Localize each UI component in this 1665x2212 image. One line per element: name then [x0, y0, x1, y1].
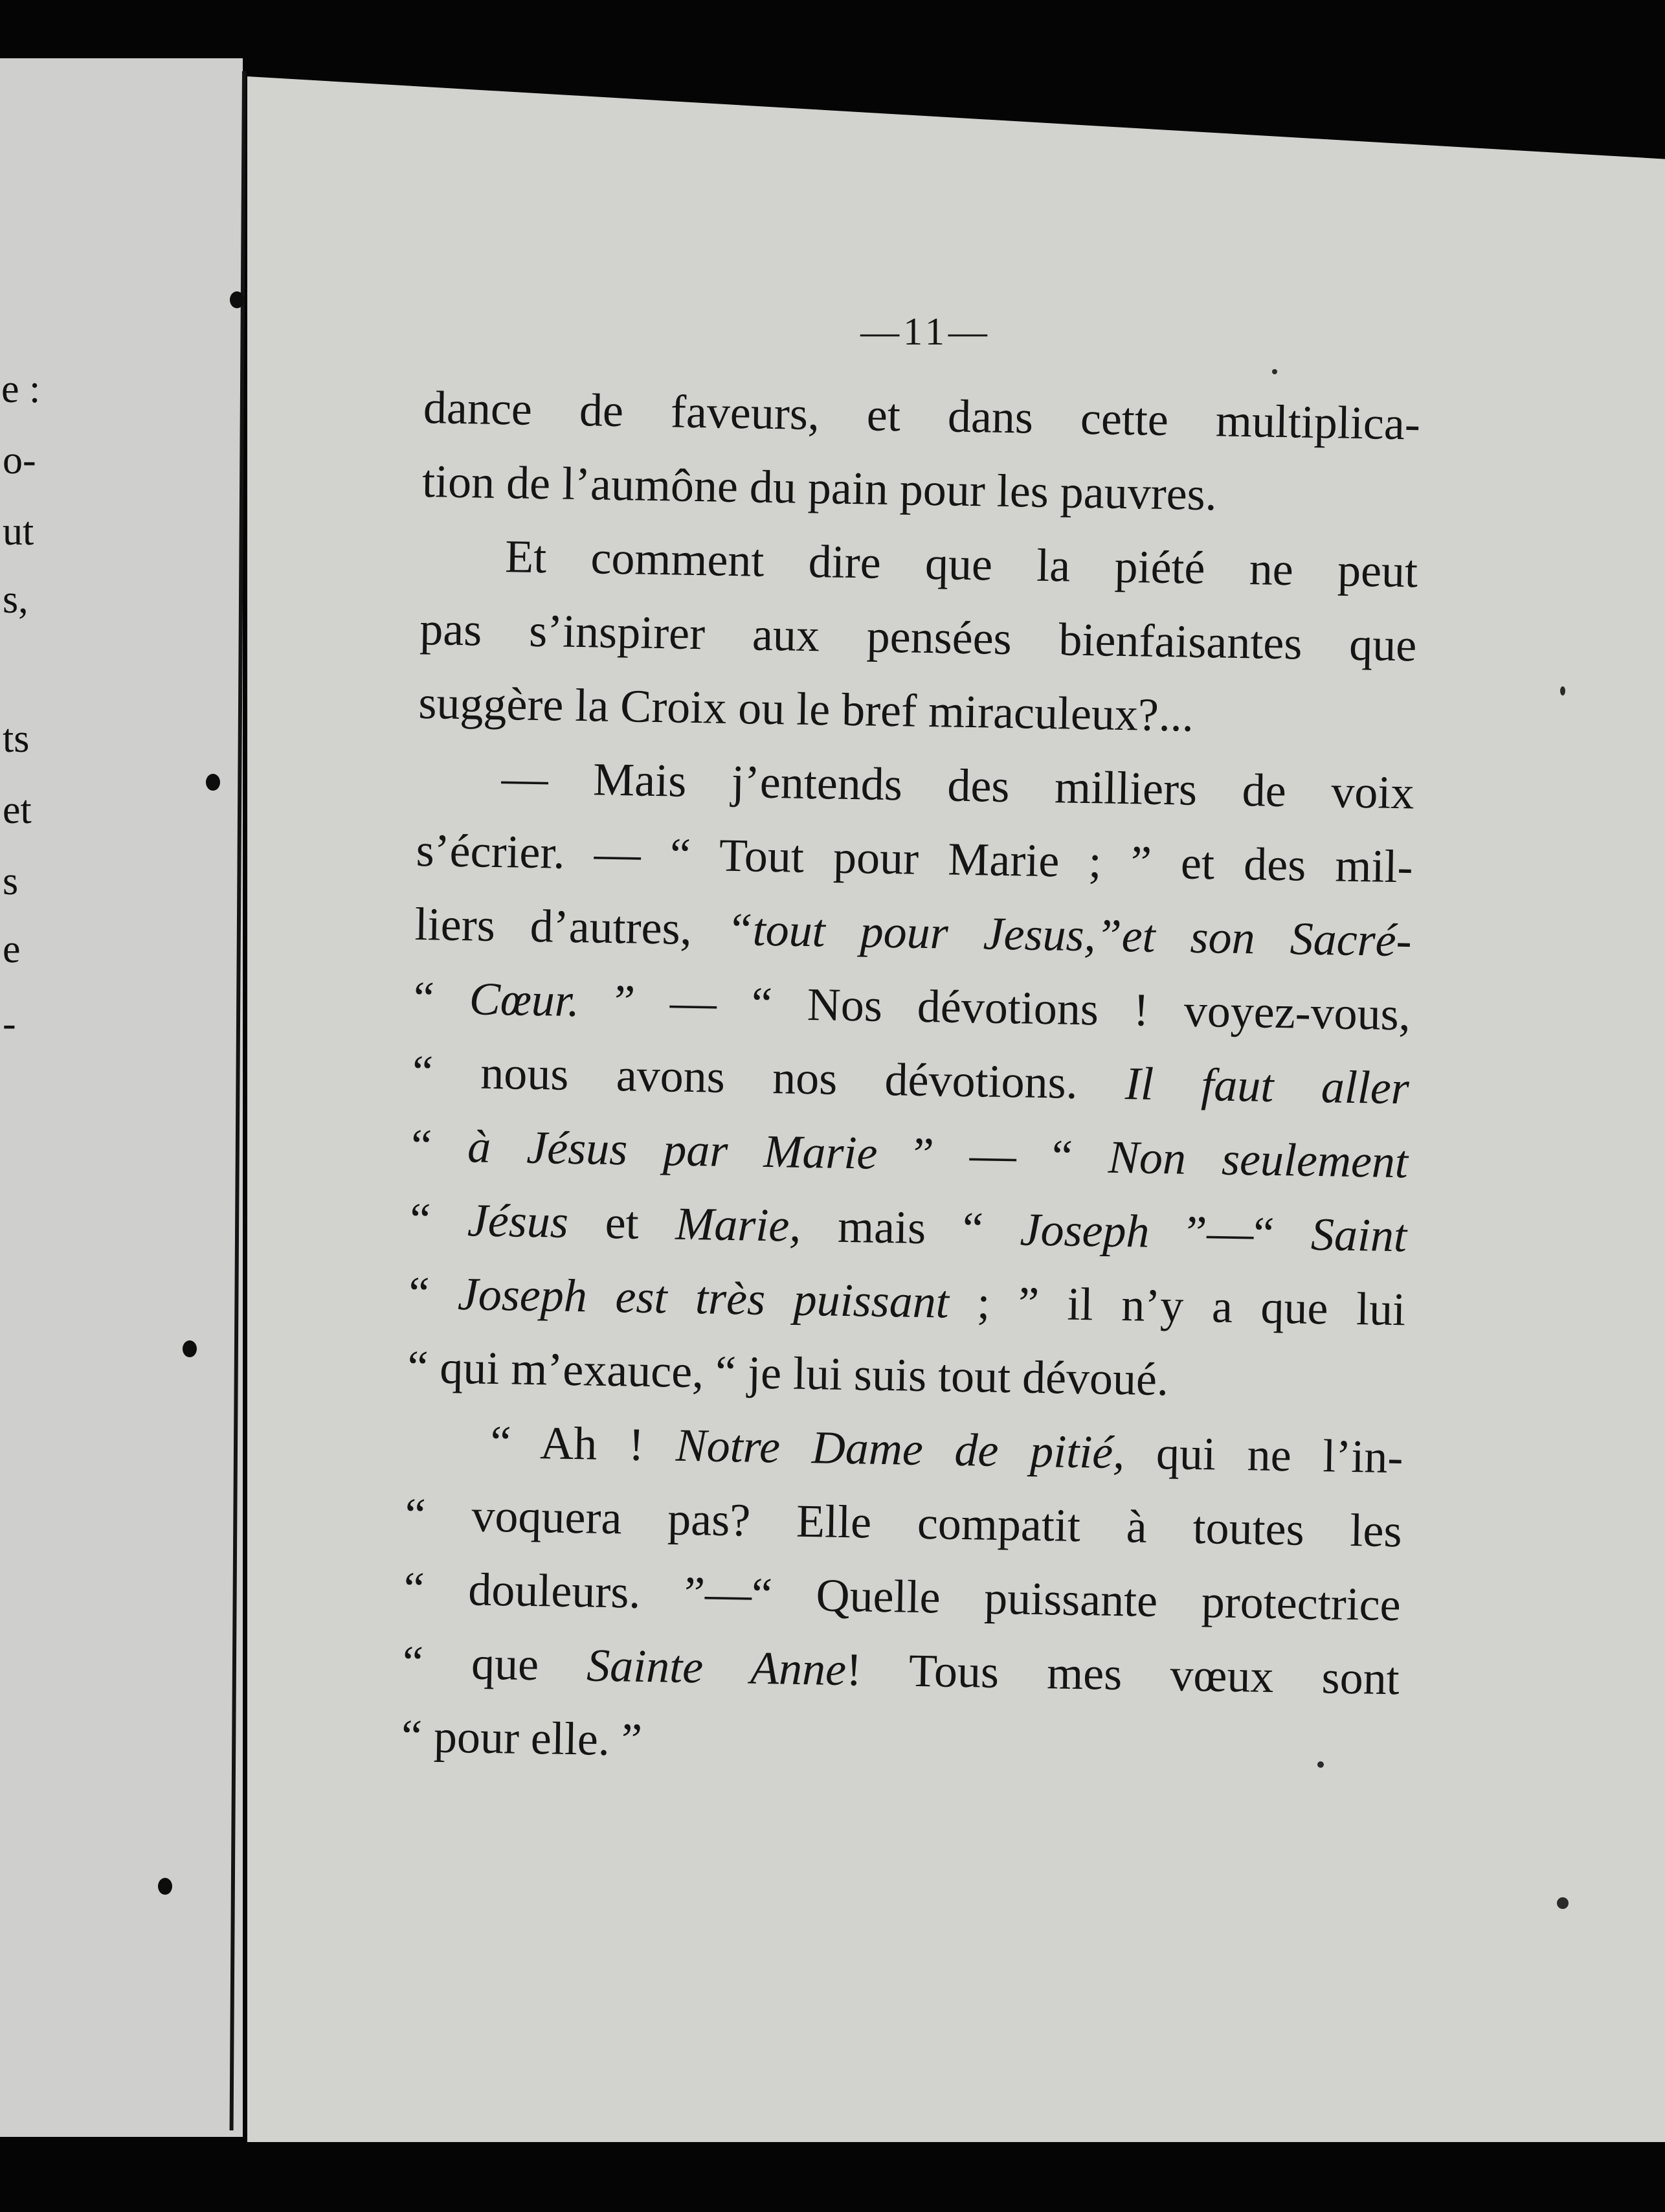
italic-text: Joseph	[1020, 1203, 1150, 1258]
left-page-fragment: -	[3, 1002, 16, 1046]
text-segment: “	[413, 971, 470, 1025]
text-segment: “ Ah !	[489, 1416, 676, 1471]
text-segment: “	[409, 1193, 468, 1247]
paper-speck	[1272, 369, 1277, 374]
left-facing-page	[0, 58, 243, 2137]
text-segment: ; ” il n’y a que lui	[948, 1276, 1406, 1336]
text-segment: “	[408, 1267, 458, 1320]
text-segment: mais “	[800, 1199, 1021, 1256]
text-segment: dance de faveurs, et dans cette multiplica-	[423, 381, 1421, 450]
text-segment: ! Tous mes vœux sont	[845, 1643, 1400, 1705]
gutter-mark	[158, 1878, 172, 1895]
italic-text: Il faut aller	[1124, 1057, 1410, 1114]
italic-text: Jésus	[467, 1194, 569, 1248]
italic-text: Non seulement	[1108, 1131, 1409, 1188]
text-segment: ” — “	[877, 1127, 1109, 1183]
italic-text: Notre Dame de pitié,	[675, 1419, 1125, 1479]
text-segment: “ pour elle. ”	[401, 1710, 643, 1766]
italic-text: Joseph est très puissant	[457, 1268, 950, 1328]
left-page-fragment: ts	[3, 717, 30, 761]
text-segment: s’écrier. — “ Tout pour Marie ; ” et des mil-	[416, 824, 1414, 893]
left-page-fragment: ut	[3, 510, 34, 554]
italic-text: Cœur.	[469, 973, 580, 1027]
italic-text: Saint	[1310, 1208, 1407, 1262]
left-page-fragment: e	[3, 927, 21, 971]
left-page-fragment: s	[3, 859, 19, 903]
text-segment: “ qui m’exauce, “ je lui suis tout dévoué.	[407, 1340, 1169, 1406]
text-segment: “ douleurs. ”—“ Quelle puissante protectrice	[403, 1562, 1402, 1631]
paper-speck	[1557, 1897, 1569, 1909]
italic-text: “tout pour Jesus,”et son Sacré-	[726, 903, 1413, 967]
body-text	[401, 370, 1421, 1789]
text-segment: Et comment dire que la piété ne peut	[504, 530, 1418, 598]
text-segment: et	[568, 1195, 676, 1250]
gutter-mark	[206, 774, 220, 791]
text-segment: qui ne l’in-	[1124, 1427, 1404, 1484]
text-segment: “ que	[402, 1636, 587, 1691]
text-segment: suggère la Croix ou le bref miraculeux?...	[418, 676, 1194, 741]
left-page-fragment: s,	[3, 578, 28, 622]
text-segment: pas s’inspirer aux pensées bienfaisantes que	[419, 602, 1417, 672]
text-segment: — Mais j’entends des milliers de voix	[500, 752, 1415, 819]
italic-text: à Jésus par Marie	[467, 1120, 878, 1179]
text-segment: ”—“	[1148, 1205, 1312, 1260]
text-segment: liers d’autres,	[414, 897, 728, 955]
left-page-fragment: et	[3, 788, 32, 832]
text-segment: “ voquera pas? Elle compatit à toutes les	[405, 1488, 1403, 1557]
italic-text: Marie,	[675, 1197, 802, 1252]
gutter-mark	[183, 1340, 197, 1357]
text-segment: ” — “ Nos dévotions ! voyez-vous,	[579, 975, 1411, 1041]
left-page-fragment: o-	[3, 438, 36, 482]
paper-speck	[1560, 686, 1565, 695]
page-number: —11—	[860, 310, 991, 353]
text-segment: “	[410, 1119, 468, 1173]
left-page-fragment: e :	[1, 367, 41, 411]
text-segment: “ nous avons nos dévotions.	[412, 1045, 1126, 1110]
italic-text: Sainte Anne	[586, 1639, 847, 1696]
gutter-mark	[230, 291, 244, 308]
text-segment: tion de l’aumône du pain pour les pauvres.	[421, 455, 1218, 521]
